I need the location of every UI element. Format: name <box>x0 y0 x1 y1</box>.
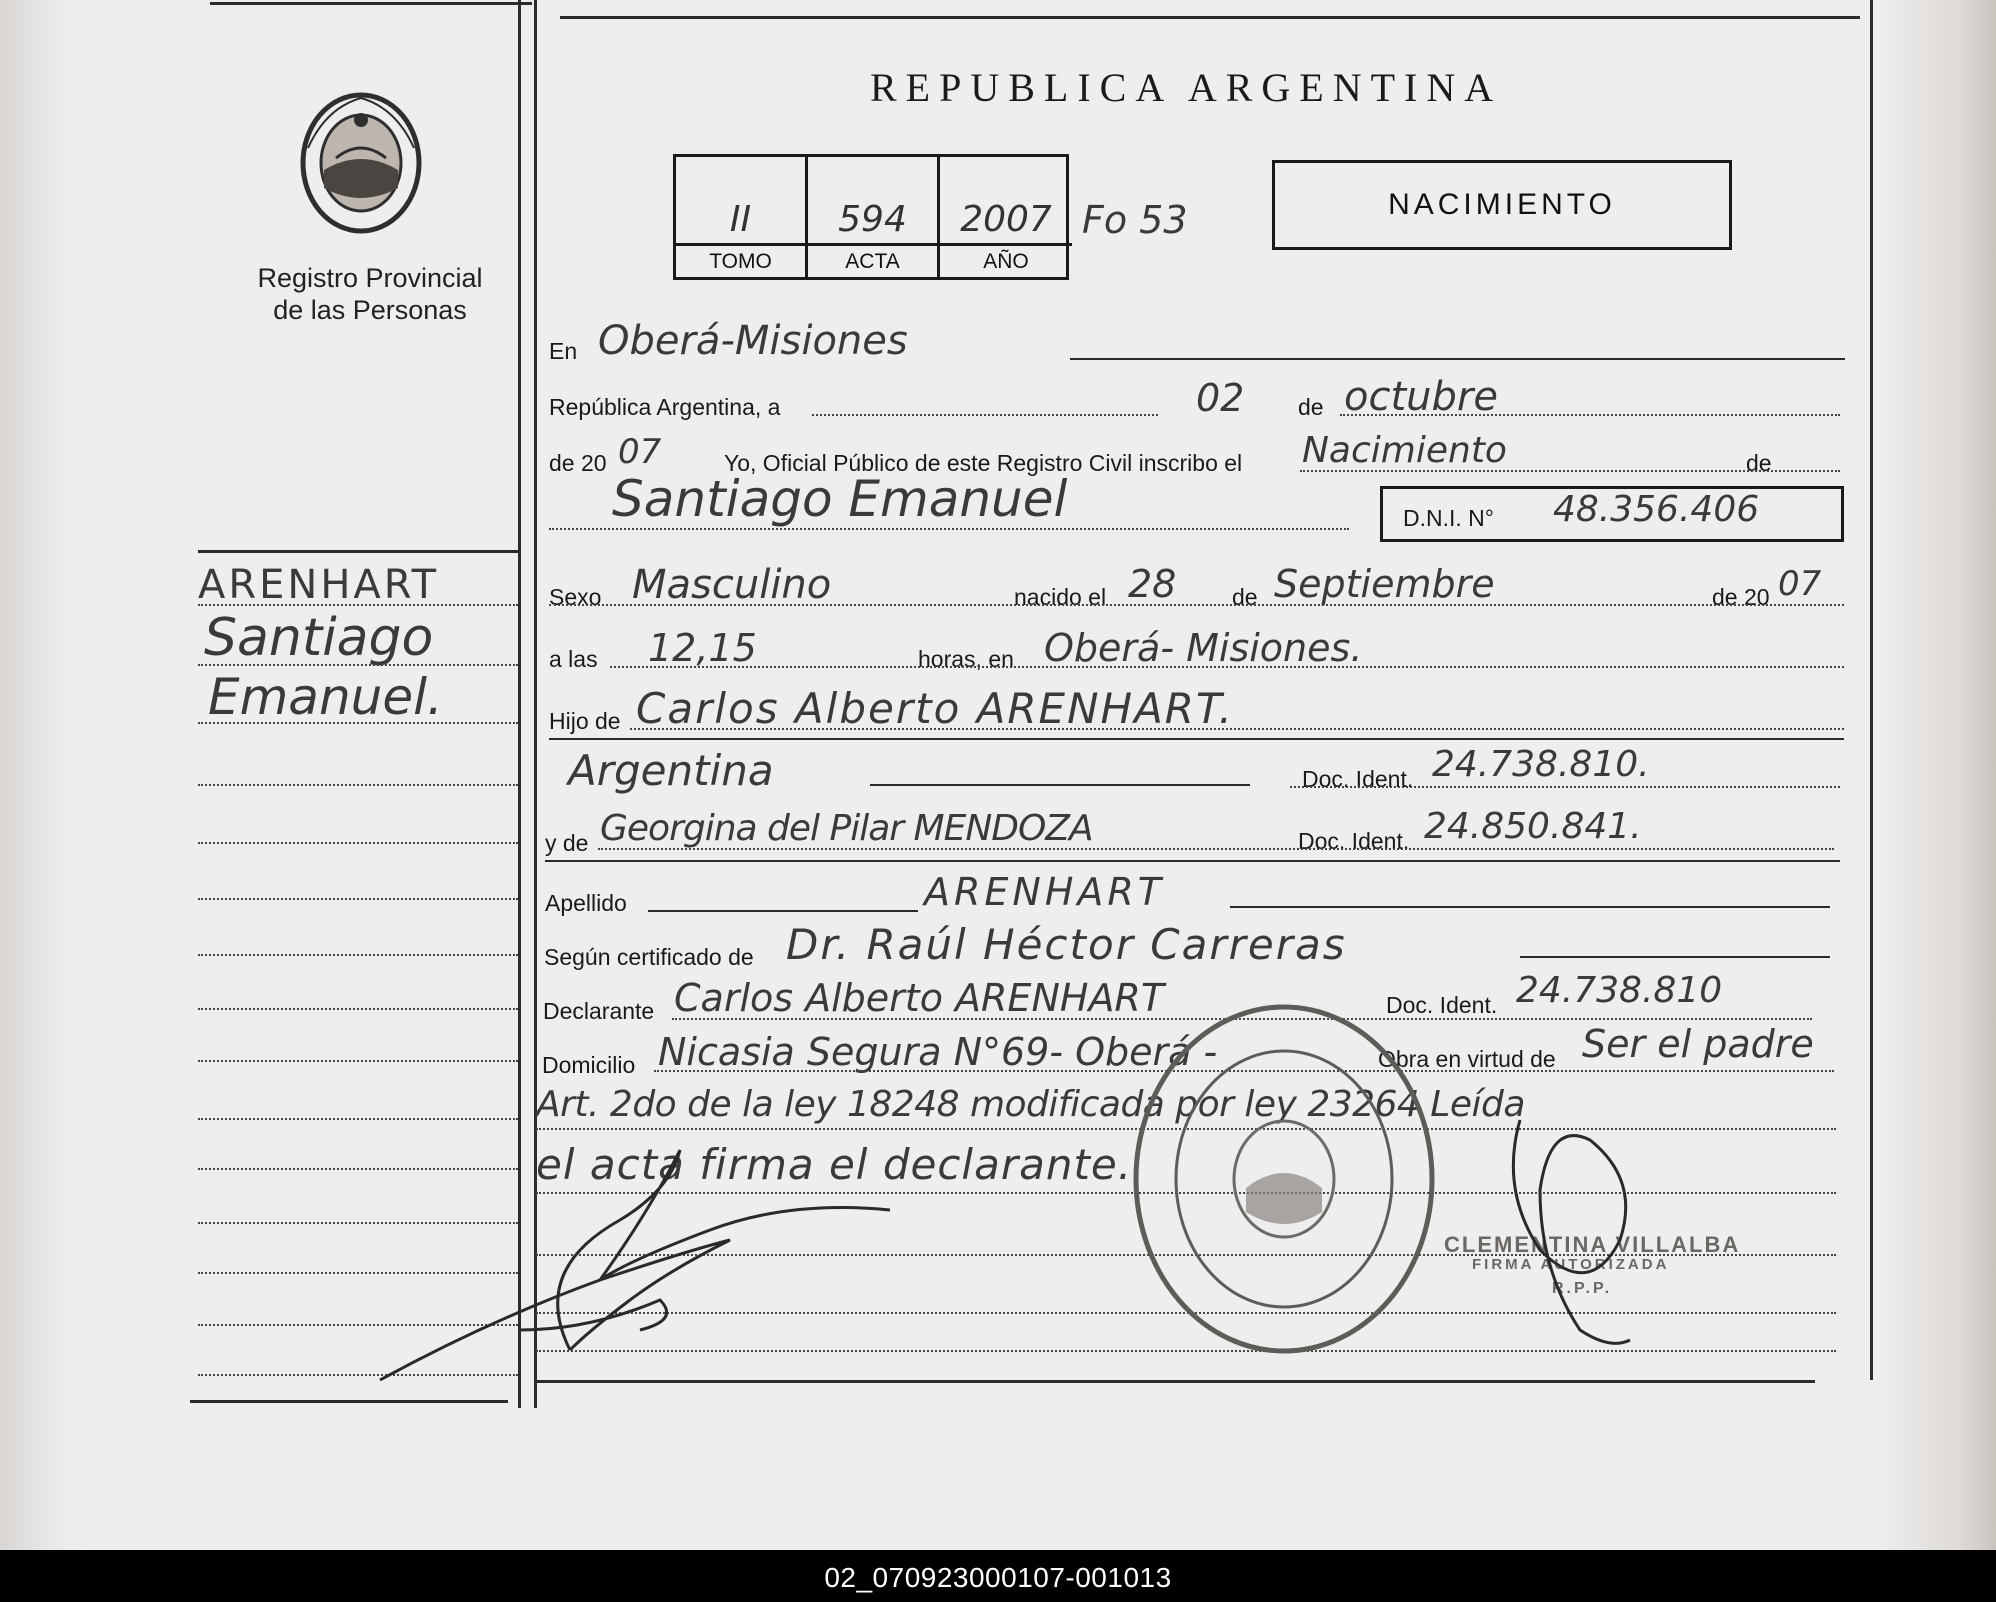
doc-ident-label-3: Doc. Ident. <box>1386 992 1498 1018</box>
margin-given-name-1: Santiago <box>204 608 434 668</box>
father-doc-dots <box>1290 786 1840 788</box>
apellido-value: ARENHART <box>924 870 1166 914</box>
country-title: REPUBLICA ARGENTINA <box>870 65 1503 110</box>
top-rule-right <box>560 16 1860 19</box>
inscribed-type: Nacimiento <box>1302 430 1507 471</box>
birth-place: Oberá- Misiones. <box>1044 626 1363 670</box>
segun-line <box>1520 956 1830 958</box>
acta-label: ACTA <box>808 243 937 280</box>
official-round-stamp <box>1128 998 1440 1360</box>
bottom-rule-left <box>190 1400 508 1403</box>
tomo-label: TOMO <box>676 243 805 280</box>
margin-dots-3 <box>198 722 518 724</box>
domicilio-label: Domicilio <box>542 1052 636 1078</box>
mother-doc: 24.850.841. <box>1424 806 1642 847</box>
declarante-name: Carlos Alberto ARENHART <box>674 976 1165 1020</box>
anio-cell <box>940 157 1072 277</box>
record-index-box <box>673 154 1069 280</box>
declarante-label: Declarante <box>543 998 655 1024</box>
margin-dots-10 <box>198 1118 518 1120</box>
apellido-line-left <box>648 910 918 912</box>
registration-place: Oberá-Misiones <box>598 318 908 364</box>
right-frame-line <box>1870 0 1873 1380</box>
declarant-signature <box>370 1130 910 1390</box>
hijo-dots <box>630 728 1844 730</box>
republica-label: República Argentina, a <box>549 394 781 420</box>
margin-divider <box>198 550 520 553</box>
margin-surname: ARENHART <box>198 562 440 608</box>
sexo-value: Masculino <box>632 562 832 608</box>
apellido-label: Apellido <box>545 890 627 916</box>
names-dots <box>549 528 1349 530</box>
book-spine-shadow <box>0 0 100 1550</box>
note-line-1: Art. 2do de la ley 18248 modificada por ley 23264 Leída <box>536 1084 1525 1125</box>
page-edge-shadow <box>1876 0 1996 1550</box>
margin-given-name-2: Emanuel. <box>208 668 443 726</box>
obra-label: Obra en virtud de <box>1378 1046 1556 1072</box>
registry-name <box>210 262 530 326</box>
date-dots <box>812 414 1158 416</box>
margin-dots-1 <box>198 604 518 606</box>
nacido-label: nacido el <box>1014 584 1107 610</box>
de-label-3: de <box>1232 584 1258 610</box>
mother-dots <box>598 848 1834 850</box>
birth-year: 07 <box>1778 564 1822 604</box>
record-type-box: NACIMIENTO <box>1272 160 1732 250</box>
declarante-doc: 24.738.810 <box>1516 970 1723 1011</box>
domicilio-value: Nicasia Segura N°69- Oberá - <box>658 1030 1218 1074</box>
inscribed-dots <box>1300 470 1840 472</box>
margin-dots-4 <box>198 784 518 786</box>
certificate-doctor: Dr. Raúl Héctor Carreras <box>786 920 1347 969</box>
sexo-dots <box>549 604 1844 606</box>
doc-ident-label: Doc. Ident. <box>1302 766 1414 792</box>
margin-dots-6 <box>198 898 518 900</box>
de20-label-2: de 20 <box>1712 584 1770 610</box>
margin-dots-8 <box>198 1008 518 1010</box>
obra-value: Ser el padre <box>1582 1022 1814 1066</box>
folio-number: Fo 53 <box>1082 198 1188 242</box>
acta-value: 594 <box>838 199 907 240</box>
de-label-2: de <box>1746 450 1772 476</box>
doc-ident-label-2: Doc. Ident. <box>1298 828 1410 854</box>
yde-label: y de <box>545 830 589 856</box>
en-line <box>1070 358 1845 360</box>
month-dots <box>1340 414 1840 416</box>
birth-day: 28 <box>1128 562 1177 606</box>
registration-month: octubre <box>1344 374 1498 420</box>
alas-label: a las <box>549 646 598 672</box>
margin-dots-2 <box>198 664 518 666</box>
tomo-value: II <box>729 199 752 240</box>
dni-value: 48.356.406 <box>1553 489 1760 530</box>
de-label: de <box>1298 394 1324 420</box>
yo-oficial-label: Yo, Oficial Público de este Registro Civil inscribo el <box>724 450 1243 476</box>
officer-signature <box>1500 1100 1640 1350</box>
acta-cell <box>808 157 940 277</box>
de20-label: de 20 <box>549 450 607 476</box>
scan-filename: 02_070923000107-001013 <box>824 1562 1172 1593</box>
horas-label: horas, en <box>918 646 1014 672</box>
dni-box <box>1380 486 1844 542</box>
registry-name-line1: Registro Provincial <box>257 263 483 293</box>
anio-label: AÑO <box>940 243 1072 280</box>
tomo-cell <box>676 157 808 277</box>
dni-label: D.N.I. N° <box>1403 505 1494 531</box>
father-doc: 24.738.810. <box>1432 744 1650 785</box>
child-given-names: Santiago Emanuel <box>612 470 1068 528</box>
father-name: Carlos Alberto ARENHART. <box>636 684 1234 733</box>
officer-role-stamp: FIRMA AUTORIZADA <box>1472 1256 1670 1273</box>
top-rule-left <box>210 2 532 5</box>
anio-value: 2007 <box>960 199 1052 240</box>
birth-time: 12,15 <box>648 626 757 670</box>
father-nationality: Argentina <box>568 746 774 795</box>
registry-name-line2: de las Personas <box>273 295 467 325</box>
hijo-rule <box>549 738 1844 740</box>
margin-dots-7 <box>198 954 518 956</box>
apellido-line-right <box>1230 906 1830 908</box>
officer-name-stamp: CLEMENTINA VILLALBA <box>1444 1232 1741 1257</box>
officer-org-stamp: R.P.P. <box>1552 1280 1613 1297</box>
margin-dots-9 <box>198 1060 518 1062</box>
hijo-label: Hijo de <box>549 708 621 734</box>
province-seal-logo <box>296 88 426 238</box>
nationality-line <box>870 784 1250 786</box>
registration-day: 02 <box>1196 376 1245 420</box>
sexo-label: Sexo <box>549 584 602 610</box>
en-label: En <box>549 338 578 364</box>
mother-name: Georgina del Pilar MENDOZA <box>600 808 1093 849</box>
note-line-2: el acta firma el declarante. <box>536 1140 1133 1189</box>
birth-month: Septiembre <box>1274 562 1495 606</box>
registration-year: 07 <box>618 432 662 472</box>
mother-rule <box>545 860 1840 862</box>
alas-dots <box>610 666 1844 668</box>
margin-dots-5 <box>198 842 518 844</box>
segun-label: Según certificado de <box>544 944 754 970</box>
